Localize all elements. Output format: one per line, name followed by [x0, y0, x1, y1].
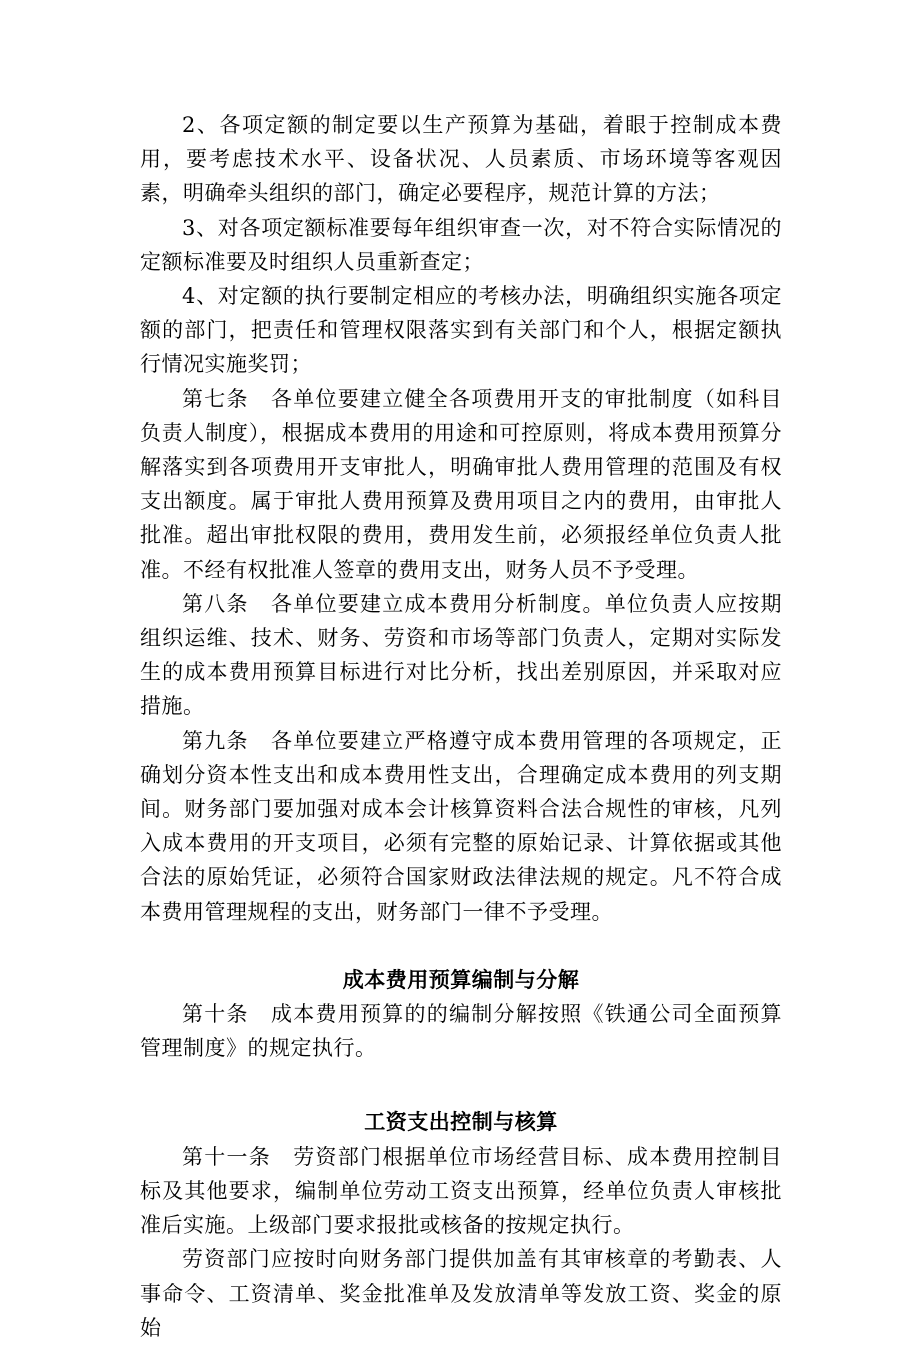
- paragraph-payroll-docs: 劳资部门应按时向财务部门提供加盖有其审核章的考勤表、人事命令、工资清单、奖金批准单及发放清单等发放工资、奖金的原始: [140, 1247, 782, 1340]
- section-heading-wages: 工资支出控制与核算: [364, 1109, 558, 1135]
- paragraph-article-11: 第十一条 劳资部门根据单位市场经营目标、成本费用控制目标及其他要求，编制单位劳动工资支出预算，经单位负责人审核批准后实施。上级部门要求报批或核备的按规定执行。: [140, 1144, 782, 1238]
- paragraph-item-2: 2、各项定额的制定要以生产预算为基础，着眼于控制成本费用，要考虑技术水平、设备状况、人员素质、市场环境等客观因素，明确牵头组织的部门，确定必要程序，规范计算的方法；: [140, 113, 782, 206]
- paragraph-article-7: 第七条 各单位要建立健全各项费用开支的审批制度（如科目负责人制度），根据成本费用的用途和可控原则，将成本费用预算分解落实到各项费用开支审批人，明确审批人费用管理的范围及有权支出额度。属于审批人费用预算及费用项目之内的费用，由审批人批准。超出审批权限的费用，费用发生前，必须报经单位负责人批准。不经有权批准人签章的费用支出，财务人员不予受理。: [140, 386, 782, 582]
- paragraph-item-3: 3、对各项定额标准要每年组织审查一次，对不符合实际情况的定额标准要及时组织人员重新查定；: [140, 215, 782, 274]
- paragraph-article-8: 第八条 各单位要建立成本费用分析制度。单位负责人应按期组织运维、技术、财务、劳资和市场等部门负责人，定期对实际发生的成本费用预算目标进行对比分析，找出差别原因，并采取对应措施。: [140, 591, 782, 719]
- paragraph-item-4: 4、对定额的执行要制定相应的考核办法，明确组织实施各项定额的部门，把责任和管理权限落实到有关部门和个人，根据定额执行情况实施奖罚；: [140, 284, 782, 377]
- paragraph-article-9: 第九条 各单位要建立严格遵守成本费用管理的各项规定，正确划分资本性支出和成本费用性支出，合理确定成本费用的列支期间。财务部门要加强对成本会计核算资料合法合规性的审核，凡列入成本费用的开支项目，必须有完整的原始记录、计算依据或其他合法的原始凭证，必须符合国家财政法律法规的规定。凡不符合成本费用管理规程的支出，财务部门一律不予受理。: [140, 728, 782, 924]
- paragraph-article-10: 第十条 成本费用预算的的编制分解按照《铁通公司全面预算管理制度》的规定执行。: [140, 1002, 782, 1061]
- section-heading-budget: 成本费用预算编制与分解: [342, 966, 580, 992]
